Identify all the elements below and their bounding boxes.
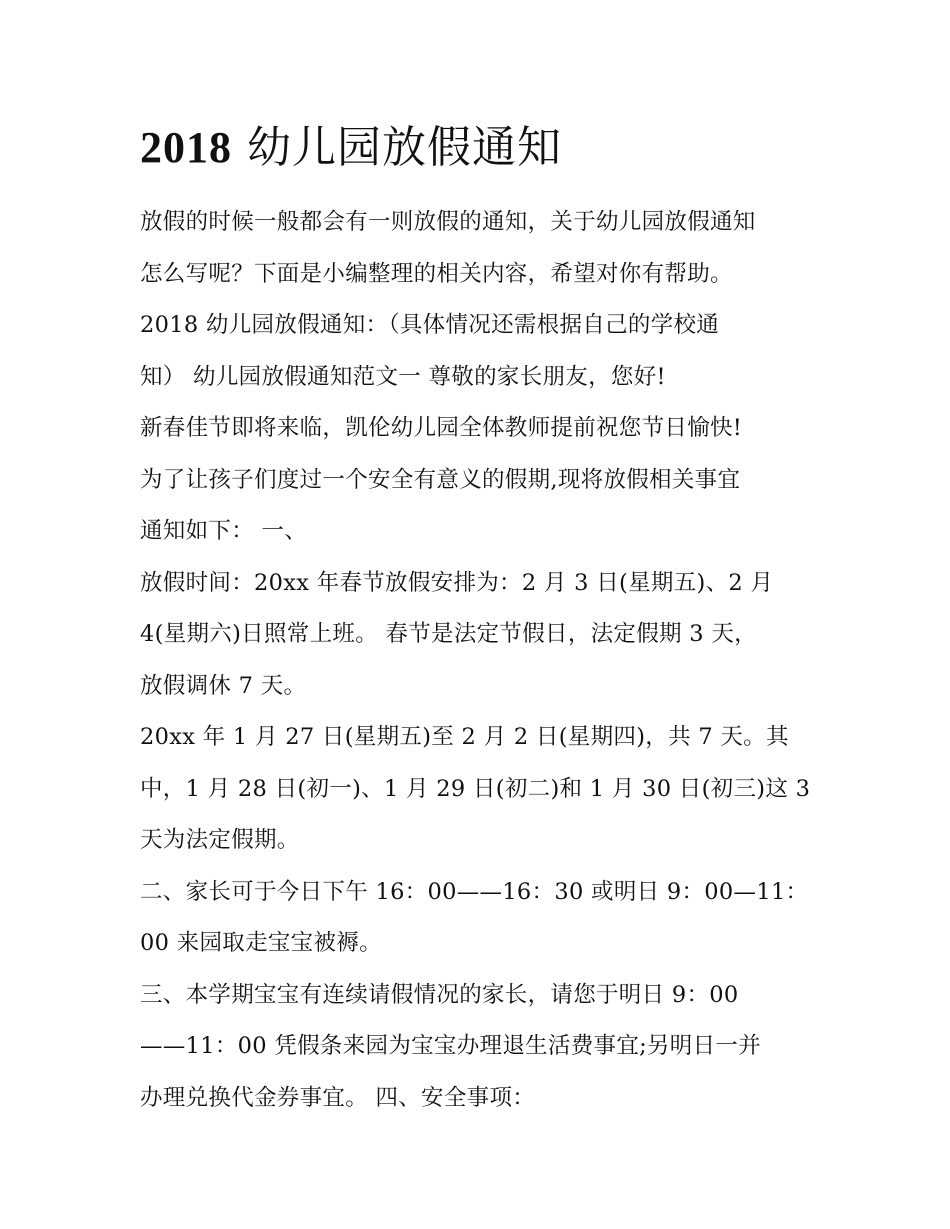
text-line: 怎么写呢？下面是小编整理的相关内容，希望对你有帮助。 (140, 260, 733, 287)
text-line: 三、本学期宝宝有连续请假情况的家长，请您于明日 9：00 (140, 981, 739, 1008)
title-year: 2018 (140, 123, 232, 172)
text-line: 中，1 月 28 日(初一)、1 月 29 日(初二)和 1 月 30 日(初三)这 3 (140, 775, 811, 802)
text-line: 放假调休 7 天。 (140, 672, 307, 699)
text-line: 放假时间：20xx 年春节放假安排为：2 月 3 日(星期五)、2 月 (140, 569, 774, 596)
text-line: 二、家长可于今日下午 16：00——16：30 或明日 9：00—11： (140, 878, 809, 905)
text-line: 办理兑换代金券事宜。 四、安全事项： (140, 1084, 536, 1111)
title-text: 幼儿园放假通知 (232, 122, 562, 173)
text-line: 4(星期六)日照常上班。 春节是法定节假日，法定假期 3 天， (140, 621, 757, 647)
text-line: 通知如下： 一、 (140, 518, 308, 544)
text-line: ——11：00 凭假条来园为宝宝办理退生活费事宜;另明日一并 (140, 1033, 761, 1059)
text-line: 2018 幼儿园放假通知：（具体情况还需根据自己的学校通 (140, 312, 720, 338)
text-line: 新春佳节即将来临，凯伦幼儿园全体教师提前祝您节日愉快! (140, 415, 743, 441)
document-title (140, 118, 562, 178)
text-line: 放假的时候一般都会有一则放假的通知，关于幼儿园放假通知 (140, 209, 756, 235)
text-line: 知） 幼儿园放假通知范文一 尊敬的家长朋友，您好! (140, 363, 666, 390)
text-line: 00 来园取走宝宝被褥。 (140, 930, 382, 956)
document-body (140, 200, 830, 1127)
text-line: 为了让孩子们度过一个安全有意义的假期,现将放假相关事宜 (140, 466, 741, 493)
text-line: 天为法定假期。 (140, 827, 300, 853)
text-line: 20xx 年 1 月 27 日(星期五)至 2 月 2 日(星期四)，共 7 天。其 (140, 724, 789, 750)
